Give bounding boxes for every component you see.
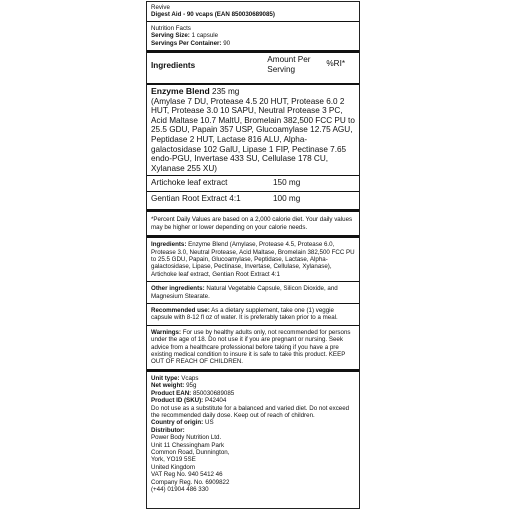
recommended-use-label: Recommended use:	[151, 307, 210, 315]
distributor-label: Distributor:	[151, 426, 185, 434]
dietary-disclaimer: Do not use as a substitute for a balanced and varied diet. Do not exceed the recommended daily dose. Keep out of reach of children.	[151, 404, 350, 419]
extract-name: Artichoke leaf extract	[151, 178, 228, 188]
recommended-use-text: As a dietary supplement, take one (1) veggie capsule with 8-12 fl oz of water. It is preferably taken prior to a meal.	[151, 307, 338, 322]
ingredients-section	[147, 238, 359, 281]
distributor-line: VAT Reg No. 940 5412 46	[151, 471, 223, 479]
distributor-line: Company Reg. No. 6909822	[151, 478, 230, 486]
extract-row	[147, 192, 359, 206]
servings-value: 90	[223, 39, 231, 47]
distributor-line: United Kingdom	[151, 463, 196, 471]
servings-per-container	[151, 40, 355, 47]
distributor-line: York, YO19 5SE	[151, 456, 196, 464]
distributor-line: Common Road, Dunnington,	[151, 448, 230, 456]
recommended-use-section	[147, 304, 359, 325]
product-ean-value: 850030689085	[191, 389, 235, 397]
extract-amount: 100 mg	[273, 194, 301, 204]
table-header	[147, 53, 359, 81]
ingredients-text: Enzyme Blend (Amylase, Protease 4.5, Protease 6.0, Protease 3.0, Neutral Protease, Acid Maltase, Bromelain 382,500 FCC PU to 25.5 GDU, Papain, Glucoamylase, Peptidase, Lactase, Alpha-galactosidase, Lipase, Pectinase, Invertase, Cellulase, Xylanase), Artichoke leaf extract, Gentian Root Extract 4:1	[151, 241, 355, 278]
daily-values-footnote: *Percent Daily Values are based on a 2,000 calorie diet. Your daily values may be higher or lower depending on your calorie needs.	[151, 216, 353, 231]
product-ean-label: Product EAN:	[151, 389, 192, 397]
servings-label: Servings Per Container:	[151, 39, 222, 47]
warnings-text: For use by healthy adults only, not recommended for persons under the age of 18. Do not use it if you are pregnant or nursing. Seek advice from a healthcare professional before taking if you have a pre existing medical condition to insure it is safe to take this product. KEEP OUT OF REACH OF CHILDREN.	[151, 328, 351, 366]
ingredients-column-header: Ingredients	[151, 61, 196, 71]
product-sku-value: P42404	[203, 397, 227, 405]
origin-label: Country of origin:	[151, 419, 204, 427]
other-ingredients-section	[147, 282, 359, 303]
facts-summary	[147, 22, 359, 47]
blend-name: Enzyme Blend	[151, 86, 210, 97]
distributor-line: Unit 11 Chessingham Park	[151, 441, 225, 449]
product-title: Digest Aid - 90 vcaps (EAN 850030689085)	[151, 11, 275, 19]
extract-name: Gentian Root Extract 4:1	[151, 194, 241, 204]
facts-title: Nutrition Facts	[151, 24, 191, 32]
ri-column-header: %RI*	[326, 59, 346, 69]
brand-name: Revive	[151, 4, 170, 11]
distributor-line: (+44) 01904 486 330	[151, 485, 209, 493]
other-ingredients-text: Natural Vegetable Capsule, Silicon Dioxide, and Magnesium Stearate.	[151, 285, 338, 300]
unit-type-label: Unit type:	[151, 374, 180, 382]
product-sku-label: Product ID (SKU):	[151, 397, 204, 405]
serving-size	[151, 32, 355, 39]
enzyme-blend-row	[147, 85, 359, 173]
blend-details: (Amylase 7 DU, Protease 4.5 20 HUT, Protease 6.0 2 HUT, Protease 3.0 10 SAPU, Neutral Protease 3 PC, Acid Maltase 10.7 MaltU, Bromelain 382,500 FCC PU to 25.5 GDU, Papain 357 USP, Glucoamylase 12.75 AGU, Peptidase 2 HUT, Lactase 816 ALU, Alpha-galactosidase 102 GalU, Lipase 1 FIP, Pectinase 7.65 endo-PGU, Invertase 433 SU, Cellulase 178 CU, Xylanase 255 XU)	[151, 96, 355, 173]
supplement-facts-panel	[146, 1, 360, 509]
other-ingredients-label: Other ingredients:	[151, 285, 205, 293]
distributor-line: Power Body Nutrition Ltd.	[151, 434, 222, 442]
origin-value: US	[203, 419, 214, 427]
product-details-section	[147, 372, 359, 497]
net-weight-label: Net weight:	[151, 382, 185, 390]
blend-amount: 235 mg	[212, 87, 240, 97]
unit-type-value: Vcaps	[179, 374, 199, 382]
serving-size-label: Serving Size:	[151, 32, 190, 40]
net-weight-value: 95g	[184, 382, 197, 390]
ingredients-label: Ingredients:	[151, 241, 187, 249]
serving-size-value: 1 capsule	[191, 32, 219, 40]
warnings-section	[147, 326, 359, 369]
amount-column-header: Amount Per Serving	[267, 55, 311, 74]
extract-row	[147, 176, 359, 190]
extract-amount: 150 mg	[273, 178, 301, 188]
product-header	[147, 2, 359, 19]
warnings-label: Warnings:	[151, 328, 182, 336]
